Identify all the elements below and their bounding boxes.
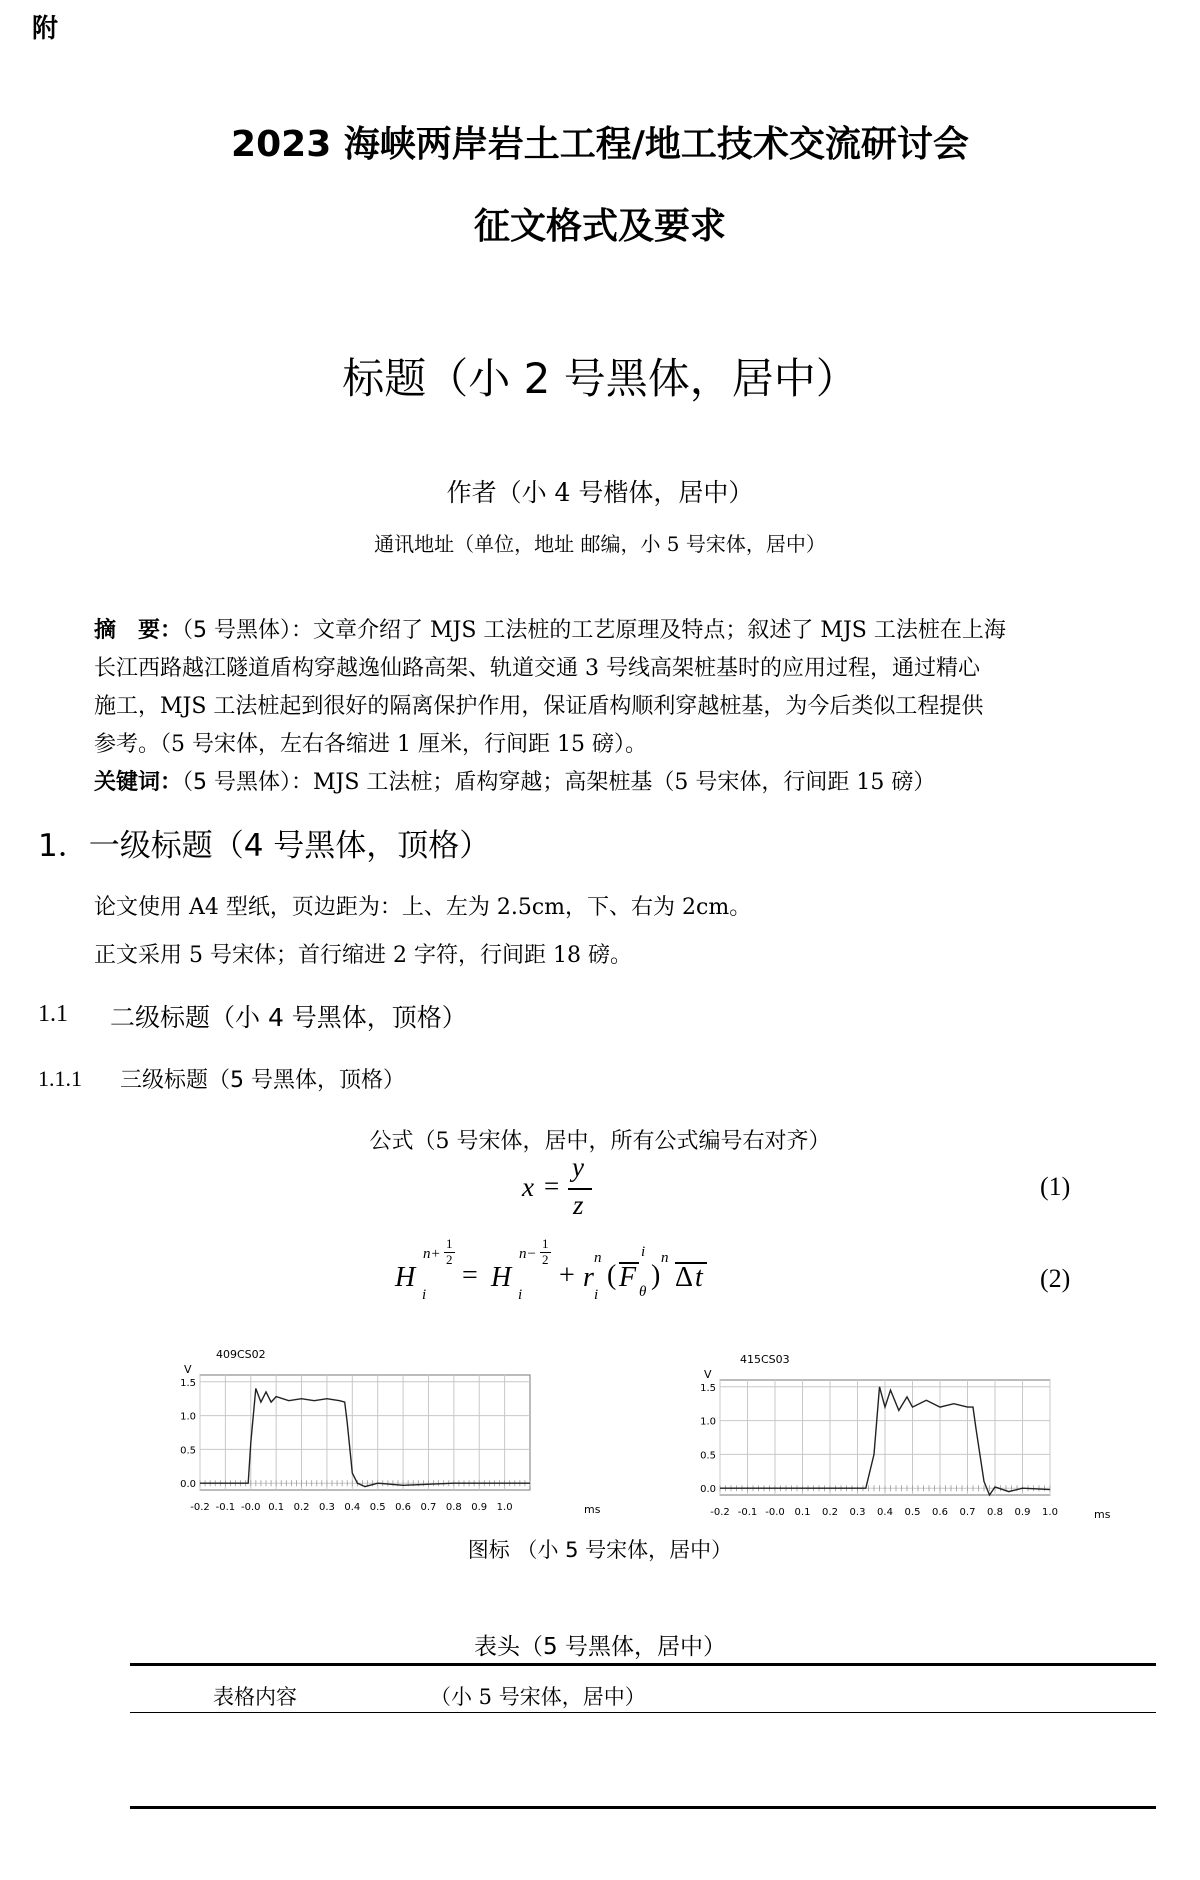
- formula-caption: 公式（5 号宋体，居中，所有公式编号右对齐）: [369, 1129, 831, 1154]
- x-tick-label: -0.0: [765, 1507, 785, 1518]
- chart-title: 409CS02: [216, 1348, 266, 1361]
- chart-title: 415CS03: [740, 1353, 790, 1366]
- level1-heading: 1．一级标题（4 号黑体，顶格）: [38, 828, 491, 864]
- x-tick-label: 0.7: [420, 1502, 437, 1513]
- level3-number: 1.1.1: [38, 1066, 82, 1091]
- eq2-t: t: [695, 1262, 703, 1293]
- eq2-F-sub-theta: θ: [639, 1284, 647, 1300]
- x-tick-label: 0.6: [932, 1507, 948, 1518]
- x-tick-label: -0.0: [241, 1502, 261, 1513]
- table-top-rule: [130, 1663, 1156, 1666]
- eq2-sup-right-den: 2: [542, 1252, 549, 1267]
- paper-title-sample: 标题（小 2 号黑体，居中）: [342, 354, 858, 403]
- chart-415cs03: [690, 1345, 1130, 1530]
- eq1-equals: =: [544, 1171, 560, 1201]
- x-tick-label: 0.1: [268, 1502, 285, 1513]
- x-tick-label: -0.2: [190, 1502, 210, 1513]
- appendix-mark: 附: [32, 14, 59, 44]
- x-tick-label: 0.2: [293, 1502, 310, 1513]
- eq2-sup-left-den: 2: [446, 1252, 453, 1267]
- author-sample: 作者（小 4 号楷体，居中）: [446, 478, 754, 507]
- x-tick-label: 0.4: [344, 1502, 361, 1513]
- body-paragraph-2: 正文采用 5 号宋体；首行缩进 2 字符，行间距 18 磅。: [94, 943, 632, 968]
- keywords-label: 关键词：: [94, 770, 183, 795]
- x-tick-label: 0.8: [445, 1502, 462, 1513]
- equation-1-number: (1): [1040, 1172, 1071, 1201]
- equation-2-number: (2): [1040, 1264, 1071, 1293]
- eq2-r-sup-n: n: [594, 1250, 602, 1266]
- x-tick-label: 0.6: [395, 1502, 412, 1513]
- abstract-label: 摘 要：: [94, 618, 183, 643]
- keywords-line: [94, 764, 1006, 802]
- equation-2: [395, 1236, 735, 1310]
- eq2-delta: Δ: [675, 1262, 694, 1293]
- abstract-label-note: （5 号黑体）：: [182, 618, 314, 643]
- eq2-F: F: [619, 1262, 637, 1293]
- abstract-line-3: 施工，MJS 工法桩起到很好的隔离保护作用，保证盾构顺利穿越桩基，为今后类似工程提供: [94, 694, 984, 719]
- x-tick-label: -0.1: [215, 1502, 236, 1513]
- document-subtitle: 征文格式及要求: [473, 206, 726, 247]
- eq1-numerator: y: [572, 1152, 584, 1182]
- table-cell-content: 表格内容: [213, 1685, 297, 1709]
- x-tick-label: 0.8: [987, 1507, 1003, 1518]
- equation-1: [518, 1152, 598, 1226]
- y-tick-label: 0.0: [180, 1479, 196, 1491]
- x-tick-label: 1.0: [496, 1502, 513, 1513]
- body-paragraph-1: 论文使用 A4 型纸，页边距为：上、左为 2.5cm，下、右为 2cm。: [94, 895, 752, 920]
- keywords-label-note: （5 号黑体）：: [182, 770, 314, 795]
- chart-ylabel: V: [184, 1363, 192, 1376]
- eq2-sup-left-num: 1: [446, 1236, 453, 1251]
- address-sample: 通讯地址（单位，地址 邮编，小 5 号宋体，居中）: [374, 532, 826, 556]
- eq2-equals: =: [462, 1260, 478, 1291]
- abstract-line-1: [94, 612, 1006, 650]
- x-tick-label: 0.5: [904, 1507, 921, 1518]
- eq2-paren-close: ): [651, 1260, 661, 1291]
- y-tick-label: 0.5: [180, 1445, 196, 1457]
- x-tick-label: 0.9: [471, 1502, 488, 1513]
- eq2-r-sub-i: i: [594, 1287, 599, 1303]
- x-tick-label: 0.3: [849, 1507, 866, 1518]
- y-tick-label: 1.0: [180, 1411, 196, 1423]
- eq2-F-sup-i: i: [641, 1244, 646, 1260]
- abstract-line-2: 长江西路越江隧道盾构穿越逸仙路高架、轨道交通 3 号线高架桩基时的应用过程，通过精心: [94, 656, 980, 681]
- eq2-sup-right-num: 1: [542, 1236, 549, 1251]
- eq1-x: x: [522, 1172, 534, 1202]
- eq2-H-right: H: [491, 1262, 512, 1293]
- abstract-line-4: 参考。（5 号宋体，左右各缩进 1 厘米，行间距 15 磅）。: [94, 732, 647, 757]
- level3-heading: 三级标题（5 号黑体，顶格）: [120, 1068, 405, 1093]
- eq2-paren-sup-n: n: [661, 1250, 669, 1266]
- y-tick-label: 0.5: [700, 1450, 716, 1462]
- table-mid-rule: [130, 1712, 1156, 1713]
- eq2-sub-i-right: i: [518, 1287, 523, 1303]
- chart-xlabel: ms: [1094, 1508, 1111, 1521]
- x-tick-label: 0.9: [1014, 1507, 1031, 1518]
- level2-heading: 二级标题（小 4 号黑体，顶格）: [110, 1003, 467, 1032]
- eq2-H-left: H: [395, 1262, 416, 1293]
- eq2-sub-i-left: i: [422, 1287, 427, 1303]
- figure-caption: 图标 （小 5 号宋体，居中）: [467, 1538, 733, 1562]
- abstract-text: 文章介绍了 MJS 工法桩的工艺原理及特点；叙述了 MJS 工法桩在上海: [313, 618, 1006, 643]
- x-tick-label: 0.1: [794, 1507, 811, 1518]
- level2-number: 1.1: [38, 1001, 68, 1027]
- table-cell-note: （小 5 号宋体，居中）: [430, 1685, 646, 1709]
- conference-title: 2023 海峡两岸岩土工程/地工技术交流研讨会: [231, 124, 969, 165]
- abstract-block: [94, 612, 1006, 802]
- signal-line: [200, 1389, 530, 1487]
- table-header: 表头（5 号黑体，居中）: [474, 1634, 726, 1660]
- y-tick-label: 0.0: [700, 1484, 716, 1496]
- x-tick-label: 0.2: [822, 1507, 838, 1518]
- eq2-plus: +: [559, 1260, 575, 1291]
- x-tick-label: 1.0: [1042, 1507, 1058, 1518]
- x-tick-label: -0.2: [710, 1507, 730, 1518]
- y-tick-label: 1.5: [700, 1382, 716, 1394]
- chart-xlabel: ms: [584, 1503, 601, 1516]
- eq2-paren-open: (: [607, 1260, 617, 1291]
- x-tick-label: 0.5: [369, 1502, 386, 1513]
- eq2-r: r: [583, 1262, 594, 1293]
- keywords-text: MJS 工法桩；盾构穿越；高架桩基（5 号宋体，行间距 15 磅）: [313, 770, 936, 795]
- y-tick-label: 1.0: [700, 1416, 716, 1428]
- chart-409cs02: [170, 1340, 610, 1525]
- eq2-sup-left: n+: [423, 1246, 441, 1262]
- x-tick-label: -0.1: [737, 1507, 758, 1518]
- y-tick-label: 1.5: [180, 1377, 196, 1389]
- x-tick-label: 0.3: [318, 1502, 335, 1513]
- x-tick-label: 0.7: [959, 1507, 976, 1518]
- eq2-sup-right: n−: [519, 1246, 537, 1262]
- chart-ylabel: V: [704, 1368, 712, 1381]
- eq1-denominator: z: [573, 1190, 584, 1220]
- x-tick-label: 0.4: [877, 1507, 893, 1518]
- table-bottom-rule: [130, 1806, 1156, 1809]
